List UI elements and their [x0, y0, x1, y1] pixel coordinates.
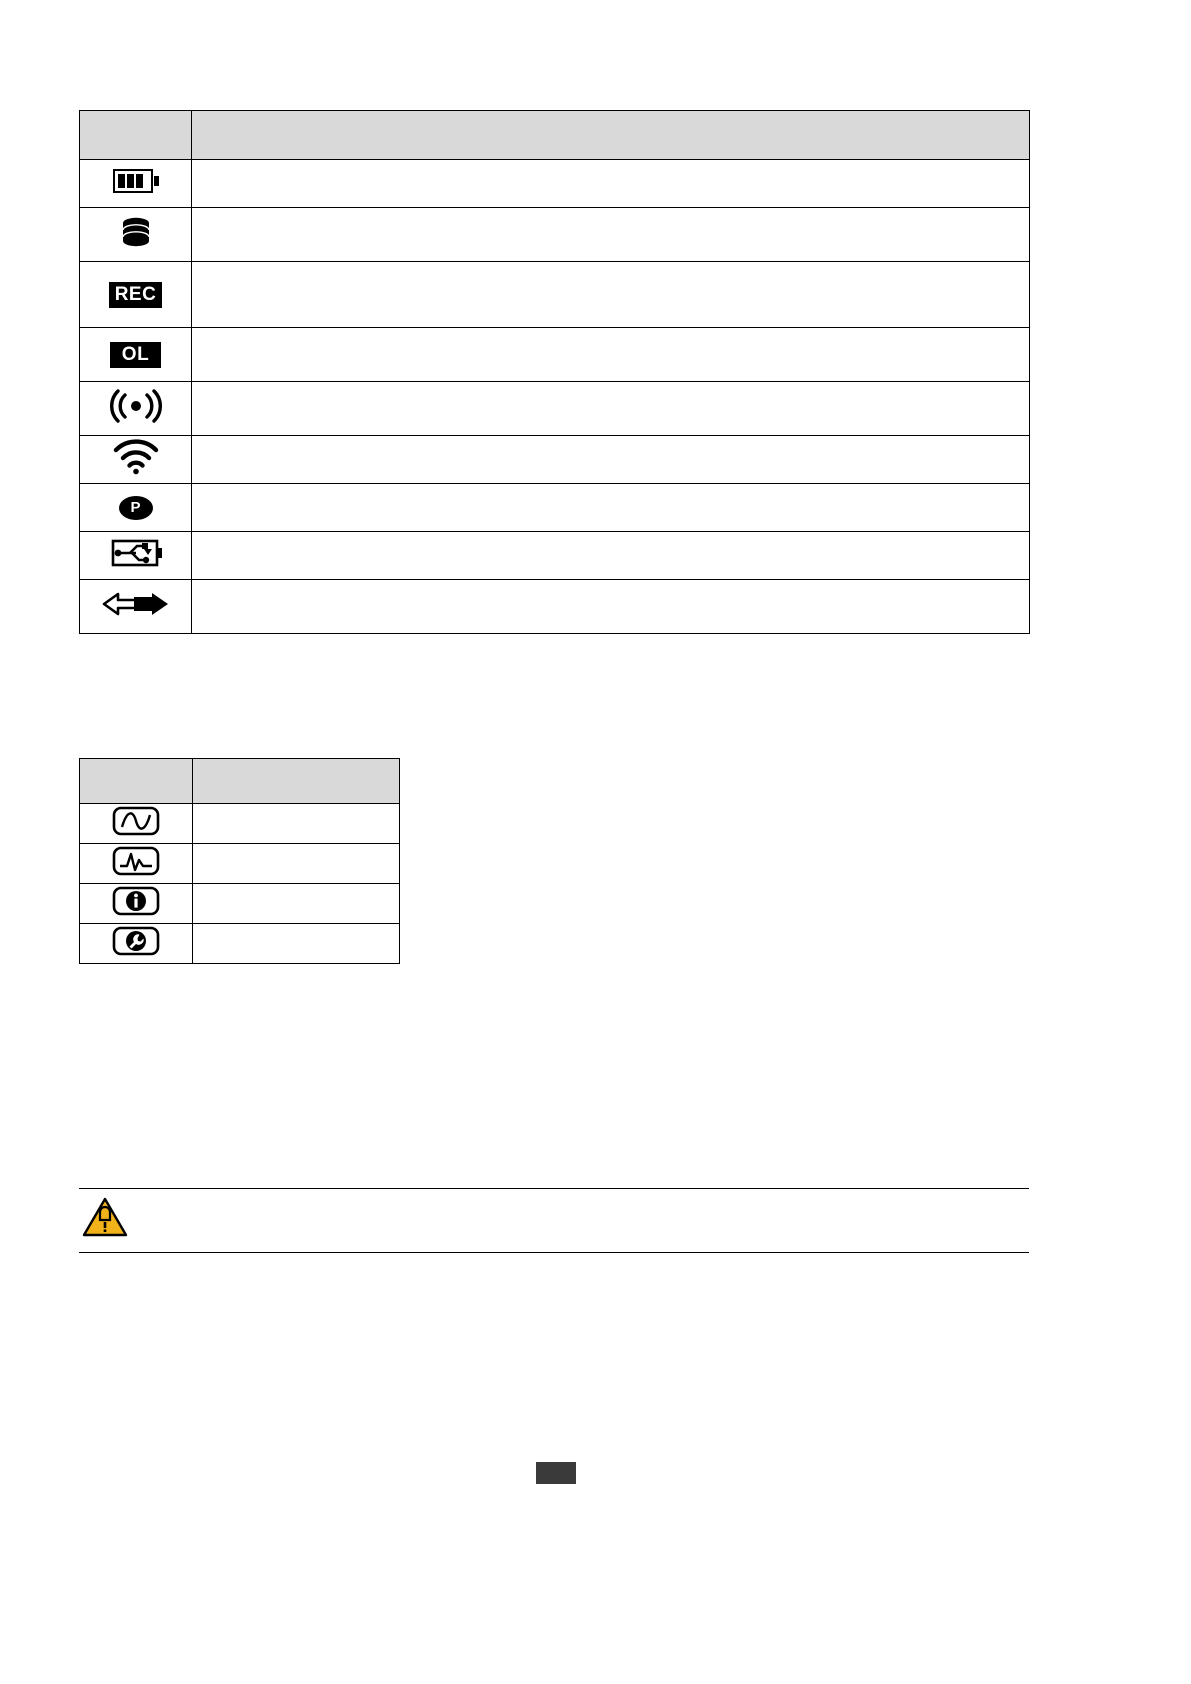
warning-triangle-icon	[82, 1196, 128, 1243]
warning-rule-top	[79, 1188, 1029, 1189]
table-row	[80, 436, 1030, 484]
p-circle-icon	[80, 484, 192, 532]
ol-badge-label: OL	[110, 342, 161, 368]
row-description	[193, 884, 400, 924]
table-row	[80, 884, 400, 924]
status-icon-table	[79, 110, 1030, 634]
table-row	[80, 382, 1030, 436]
menu-header-icon-column	[80, 759, 193, 804]
menu-header-description-column	[193, 759, 400, 804]
header-icon-column	[80, 111, 192, 160]
rec-badge-icon	[80, 262, 192, 328]
p-circle-label: P	[119, 496, 153, 520]
menu-table-header-row	[80, 759, 400, 804]
battery-icon	[80, 160, 192, 208]
row-description	[192, 580, 1030, 634]
waveform-transient-icon	[80, 844, 193, 884]
table-row	[80, 844, 400, 884]
row-description	[192, 208, 1030, 262]
row-description	[192, 382, 1030, 436]
table-row	[80, 262, 1030, 328]
table-row	[80, 532, 1030, 580]
table-header-row	[80, 111, 1030, 160]
table-row	[80, 484, 1030, 532]
waveform-sine-icon	[80, 804, 193, 844]
menu-icon-table	[79, 758, 400, 964]
table-row	[80, 208, 1030, 262]
header-description-column	[192, 111, 1030, 160]
info-circle-icon	[80, 884, 193, 924]
row-description	[192, 328, 1030, 382]
row-description	[192, 160, 1030, 208]
row-description	[193, 804, 400, 844]
rec-badge-label: REC	[109, 282, 163, 308]
warning-rule-bottom	[79, 1252, 1029, 1253]
row-description	[193, 924, 400, 964]
table-row	[80, 924, 400, 964]
row-description	[192, 532, 1030, 580]
wrench-tool-icon	[80, 924, 193, 964]
page-number	[536, 1462, 576, 1484]
row-description	[193, 844, 400, 884]
usb-icon	[80, 532, 192, 580]
row-description	[192, 262, 1030, 328]
row-description	[192, 436, 1030, 484]
table-row	[80, 580, 1030, 634]
memory-disk-icon	[80, 208, 192, 262]
table-row	[80, 328, 1030, 382]
left-right-arrow-icon	[80, 580, 192, 634]
table-row	[80, 160, 1030, 208]
table-row	[80, 804, 400, 844]
ol-badge-icon	[80, 328, 192, 382]
row-description	[192, 484, 1030, 532]
wifi-icon	[80, 436, 192, 484]
broadcast-signal-icon	[80, 382, 192, 436]
